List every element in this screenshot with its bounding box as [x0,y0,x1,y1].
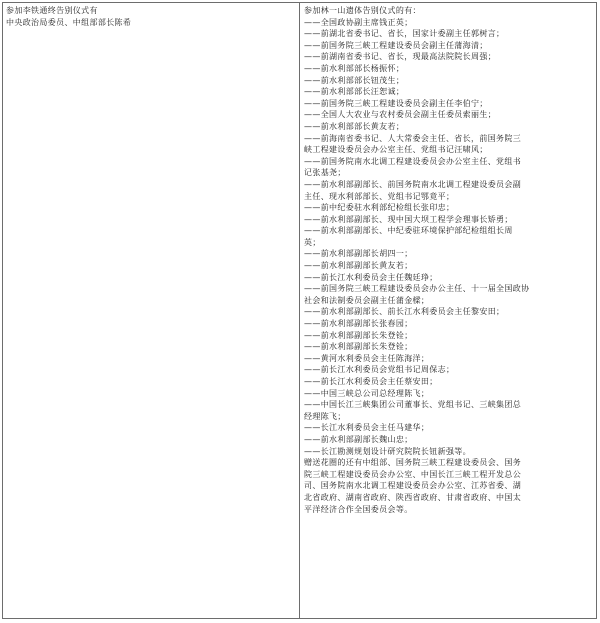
attendee-line: ——前水利部副部长、前长江水利委员会主任黎安田； [304,307,505,317]
attendee-line: ——前长江水利委员会主任蔡安田； [304,377,438,386]
attendee-list [304,5,593,515]
attendee-line: ——前水利部部长黄友若； [304,121,405,131]
attendee-line: 记张基尧； [304,168,346,178]
attendee-line: ——前国务院三峡工程建设委员会副主任蒲海清； [304,40,488,50]
attendee-line: ——前湖南省委书记、省长，现最高法院院长周强； [304,52,497,62]
attendee-line: ——前水利部部长钮茂生； [304,75,405,85]
attendee-line: 司、国务院南水北调工程建设委员会办公室、江苏省委、湖 [304,481,522,491]
attendee-line: ——前水利部副部长黄友若； [304,261,413,271]
attendee-line: ——前中纪委驻水利部纪检组长张印忠； [304,203,455,213]
attendee-line: 院三峡工程建设委员会办公室、中国长江三峡工程开发总公 [304,469,522,479]
attendee-line: ——前长江水利委员会主任魏廷琤； [304,272,438,282]
attendee-line: ——全国人大农业与农村委员会副主任委员索丽生； [304,110,497,120]
attendee-line: ——前国务院三峡工程建设委员会办公主任、十一届全国政协 [304,284,530,294]
right-cell-title: 参加林一山遗体告别仪式的有： [304,6,421,15]
attendee-line: ——前水利部副部长朱登铨； [304,330,413,340]
attendee-line: ——黄河水利委员会主任陈海洋； [304,353,430,363]
attendee-line: ——前水利部部长杨振怀； [304,63,405,73]
attendee-line: ——前海南省委书记、人大常委会主任、省长，前国务院三 [304,133,522,143]
attendee-line: ——前长江水利委员会党组书记周保志； [304,365,455,375]
left-cell-title: 参加李铁通终告别仪式有 [6,6,98,15]
attendee-line: 经理陈飞； [304,411,346,421]
attendee-line: ——前国务院南水北调工程建设委员会办公室主任、党组书 [304,156,522,166]
attendee-line: ——前水利部副部长、中纪委驻环境保护部纪检组组长周 [304,226,513,236]
attendee-line: ——前水利部副部长张春园； [304,319,413,329]
attendee-line: ——前水利部副部长魏山忠； [304,434,413,444]
left-column-cell [3,3,300,618]
attendee-line: 英； [304,237,321,247]
attendee-line: 社会和法制委员会副主任蒲金樑； [304,295,430,305]
right-column-cell [300,3,596,618]
attendee-line: ——长江水利委员会主任马建华； [304,423,430,433]
attendee-line: ——前水利部副部长、前国务院南水北调工程建设委员会副 [304,179,522,189]
attendee-line: ——前水利部副部长、现中国大坝工程学会理事长矫勇； [304,214,513,224]
attendee-line: ——前湖北省委书记、省长，国家计委副主任郭树言； [304,29,505,39]
attendee-line: ——长江勘测规划设计研究院院长钮新强等。 [304,446,471,456]
attendee-line: 赠送花圈的还有中组部、国务院三峡工程建设委员会、国务 [304,458,522,468]
attendee-line: 平洋经济合作全国委员会等。 [304,504,413,514]
attendee-line: ——前水利部部长汪恕诚； [304,87,405,97]
attendee-line: ——前水利部副部长朱登铨； [304,342,413,352]
left-cell-attendee: 中央政治局委员、中组部部长陈希 [6,17,132,27]
attendee-line: ——中国长江三峡集团公司董事长、党组书记、三峡集团总 [304,400,522,410]
attendee-line: ——前水利部副部长胡四一； [304,249,413,259]
attendee-line: 峡工程建设委员会办公室主任、党组书记汪啸风； [304,145,488,155]
attendee-line: ——全国政协副主席钱正英； [304,17,413,27]
attendee-line: 主任、现水利部部长、党组书记鄂竟平； [304,191,455,201]
attendee-line: 北省政府、湖南省政府、陕西省政府、甘肃省政府、中国太 [304,492,522,502]
attendee-line: ——中国三峡总公司总经理陈飞； [304,388,430,398]
attendee-line: ——前国务院三峡工程建设委员会副主任李伯宁； [304,98,488,108]
content-table [2,2,597,619]
